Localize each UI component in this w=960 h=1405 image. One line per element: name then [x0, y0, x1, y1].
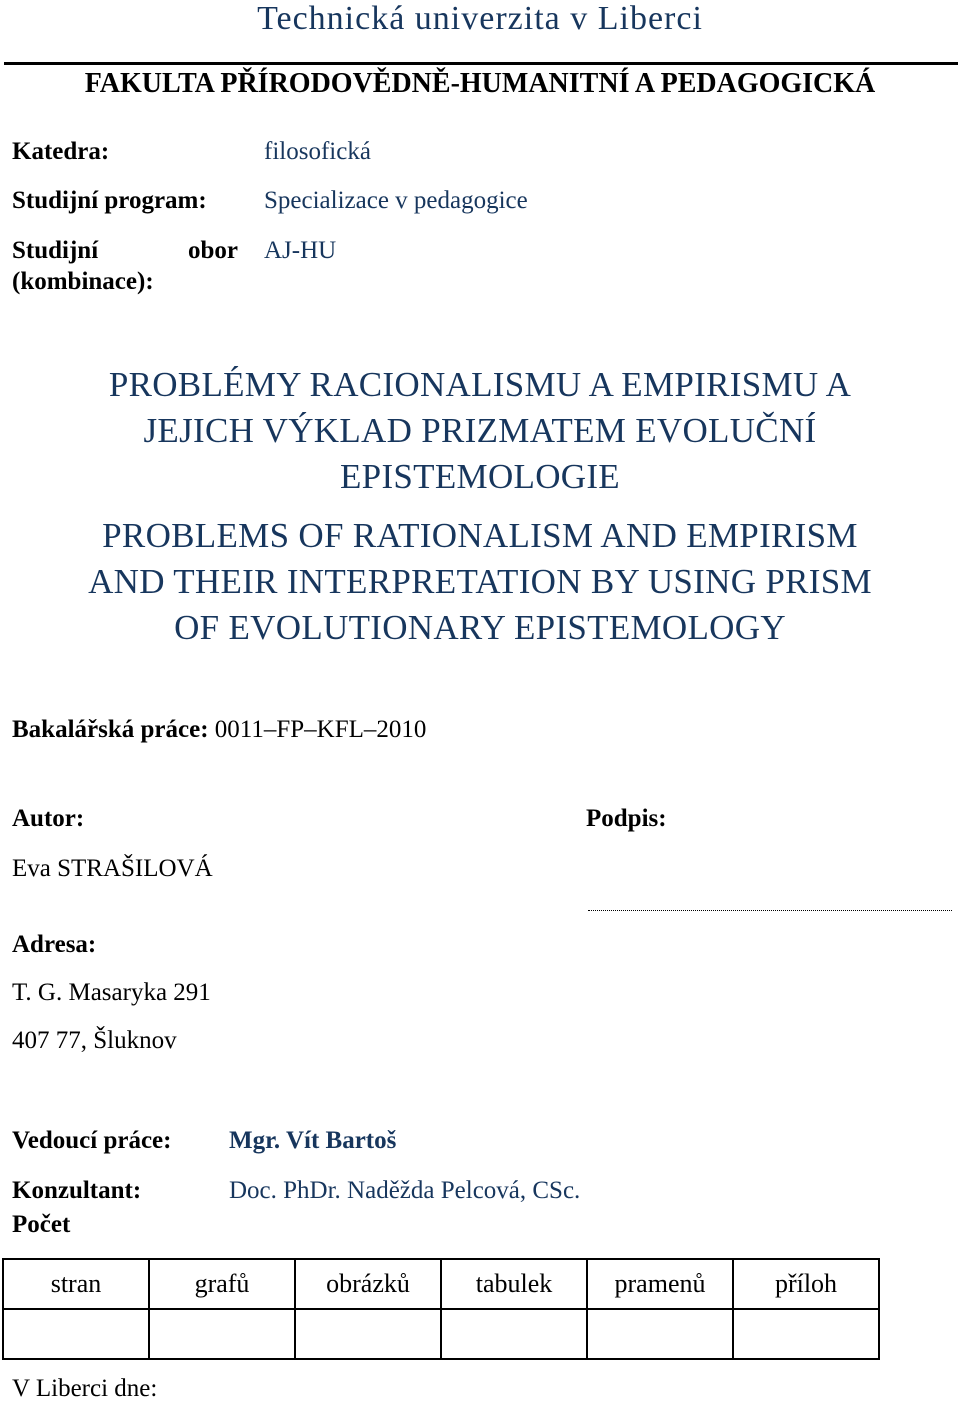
title-en-line-2: AND THEIR INTERPRETATION BY USING PRISM: [88, 562, 872, 601]
faculty-name: FAKULTA PŘÍRODOVĚDNĚ-HUMANITNÍ A PEDAGOGICKÁ: [84, 68, 876, 99]
signature-line: [588, 910, 952, 911]
counts-table: [2, 1258, 880, 1360]
thesis-line: [12, 716, 426, 744]
address-label: Adresa:: [12, 931, 97, 958]
counts-header-priloh: příloh: [733, 1259, 879, 1309]
counts-cell-tabulek: [441, 1309, 587, 1359]
department-label: Katedra:: [12, 138, 110, 165]
field-value: AJ-HU: [264, 237, 337, 264]
program-label: Studijní program:: [12, 187, 207, 214]
field-label-obor: obor: [188, 237, 238, 264]
author-label: Autor:: [12, 805, 85, 832]
counts-cell-stran: [3, 1309, 149, 1359]
department-value: filosofická: [264, 138, 371, 165]
signature-label: Podpis:: [586, 805, 667, 832]
thesis-number: 0011–FP–KFL–2010: [214, 716, 427, 743]
title-en-line-3: OF EVOLUTIONARY EPISTEMOLOGY: [174, 608, 786, 647]
counts-header-row: [3, 1259, 879, 1309]
counts-header-stran: stran: [3, 1259, 149, 1309]
consultant-label: Konzultant:: [12, 1177, 142, 1204]
address-line-1: T. G. Masaryka 291: [12, 979, 211, 1006]
header-divider: [4, 62, 958, 65]
author-name: Eva STRAŠILOVÁ: [12, 855, 213, 882]
counts-header-tabulek: tabulek: [441, 1259, 587, 1309]
field-label-kombinace: (kombinace):: [12, 268, 154, 295]
title-cz-line-2: JEJICH VÝKLAD PRIZMATEM EVOLUČNÍ: [143, 411, 817, 450]
counts-header-obrazku: obrázků: [295, 1259, 441, 1309]
title-cz-line-3: EPISTEMOLOGIE: [340, 457, 620, 496]
counts-cell-pramenu: [587, 1309, 733, 1359]
supervisor-label: Vedoucí práce:: [12, 1127, 172, 1154]
counts-value-row: [3, 1309, 879, 1359]
university-name: Technická univerzita v Liberci: [257, 0, 703, 37]
consultant-value: Doc. PhDr. Naděžda Pelcová, CSc.: [229, 1177, 581, 1204]
title-cz-line-1: PROBLÉMY RACIONALISMU A EMPIRISMU A: [108, 365, 852, 404]
title-en-line-1: PROBLEMS OF RATIONALISM AND EMPIRISM: [102, 516, 858, 555]
field-label-studijni: Studijní: [12, 237, 99, 264]
place-date-label: V Liberci dne:: [12, 1375, 158, 1402]
counts-cell-obrazku: [295, 1309, 441, 1359]
thesis-label: Bakalářská práce:: [12, 716, 209, 743]
counts-header-pramenu: pramenů: [587, 1259, 733, 1309]
count-label: Počet: [12, 1211, 71, 1238]
counts-cell-grafu: [149, 1309, 295, 1359]
counts-cell-priloh: [733, 1309, 879, 1359]
program-value: Specializace v pedagogice: [264, 187, 528, 214]
supervisor-value: Mgr. Vít Bartoš: [229, 1127, 397, 1154]
address-line-2: 407 77, Šluknov: [12, 1027, 177, 1054]
counts-header-grafu: grafů: [149, 1259, 295, 1309]
